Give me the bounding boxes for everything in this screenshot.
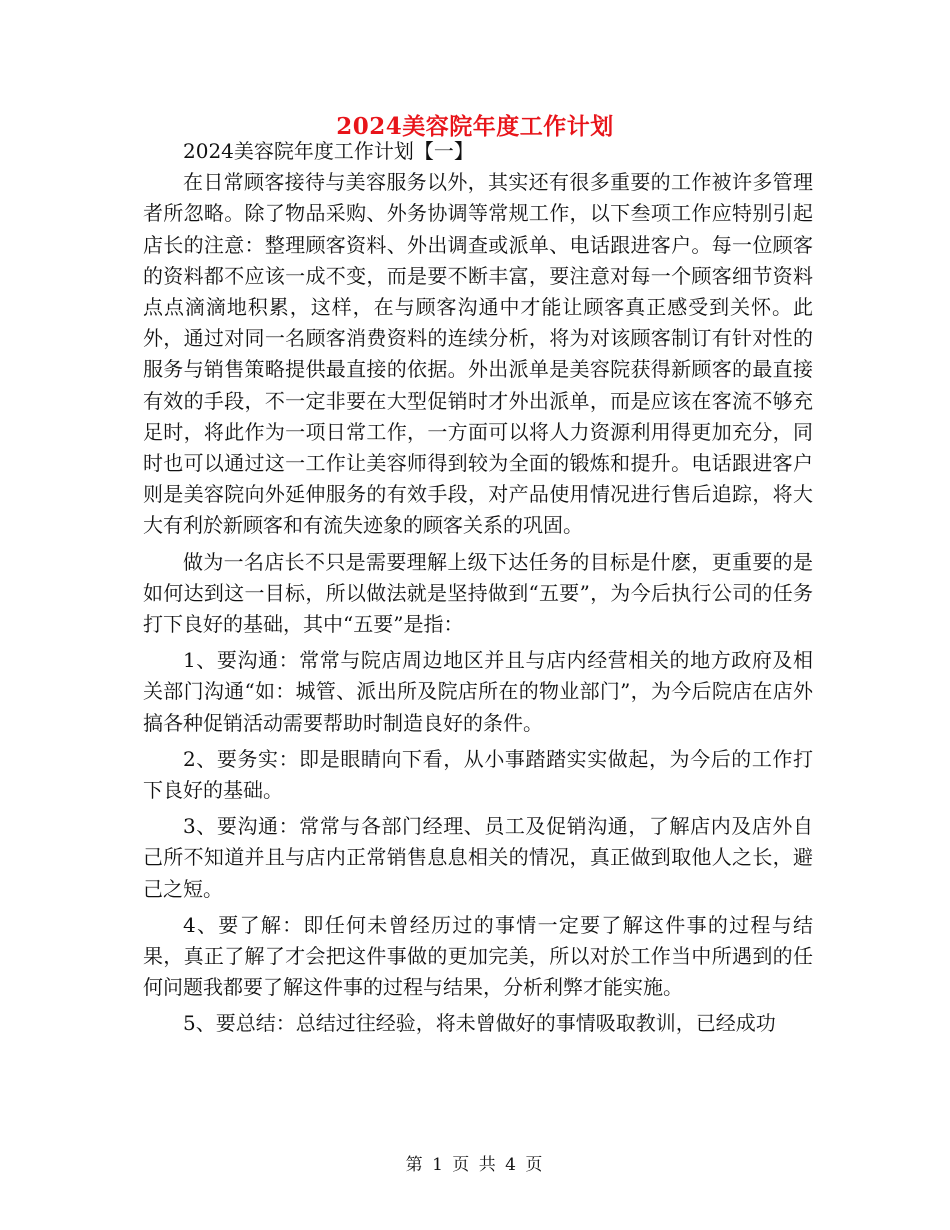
document-title: 2024美容院年度工作计划 (336, 113, 614, 140)
list-item-communicate: 1、要沟通：常常与院店周边地区并且与店内经营相关的地方政府及相关部门沟通“如：城管、派出所及院店所在的物业部门”，为今后院店在店外搞各种促销活动需要帮助时制造良好的条件。 (143, 648, 813, 735)
page-number-footer: 第 1 页 共 4 页 (405, 1155, 545, 1175)
paragraph-intro: 在日常顾客接待与美容服务以外，其实还有很多重要的工作被许多管理者所忽略。除了物品采购、外务协调等常规工作，以下叁项工作应特别引起店长的注意：整理顾客资料、外出调查或派单、电话跟进客户。每一位顾客的资料都不应该一成不变，而是要不断丰富，要注意对每一个顾客细节资料点点滴滴地积累，这样，在与顾客沟通中才能让顾客真正感受到关怀。此外，通过对同一名顾客消费资料的连续分析，将为对该顾客制订有针对性的服务与销售策略提供最直接的依据。外出派单是美容院获得新顾客的最直接有效的手段，不一定非要在大型促销时才外出派单，而是应该在客流不够充足时，将此作为一项日常工作，一方面可以将人力资源利用得更加充分，同时也可以通过这一工作让美容师得到较为全面的锻炼和提升。电话跟进客户则是美容院向外延伸服务的有效手段，对产品使用情况进行售后追踪，将大大有利於新顾客和有流失迹象的顾客关系的巩固。 (143, 170, 813, 538)
list-item-practical: 2、要务实：即是眼睛向下看，从小事踏踏实实做起，为今后的工作打下良好的基础。 (143, 746, 813, 803)
paragraph-five-musts: 做为一名店长不只是需要理解上级下达任务的目标是什麽，更重要的是如何达到这一目标，所以做法就是坚持做到“五要”，为今后执行公司的任务打下良好的基础，其中“五要”是指： (143, 549, 813, 637)
document-body (143, 136, 813, 1045)
list-item-communicate-staff: 3、要沟通：常常与各部门经理、员工及促销沟通，了解店内及店外自己所不知道并且与店内正常销售息息相关的情况，真正做到取他人之长，避己之短。 (143, 814, 813, 901)
section-heading: 2024美容院年度工作计划【一】 (183, 139, 474, 163)
list-item-understand: 4、要了解：即任何未曾经历过的事情一定要了解这件事的过程与结果，真正了解了才会把这件事做的更加完美，所以对於工作当中所遇到的任何问题我都要了解这件事的过程与结果，分析利弊才能实施。 (143, 912, 813, 1000)
list-item-summarize: 5、要总结：总结过往经验，将未曾做好的事情吸取教训，已经成功 (183, 1011, 776, 1036)
